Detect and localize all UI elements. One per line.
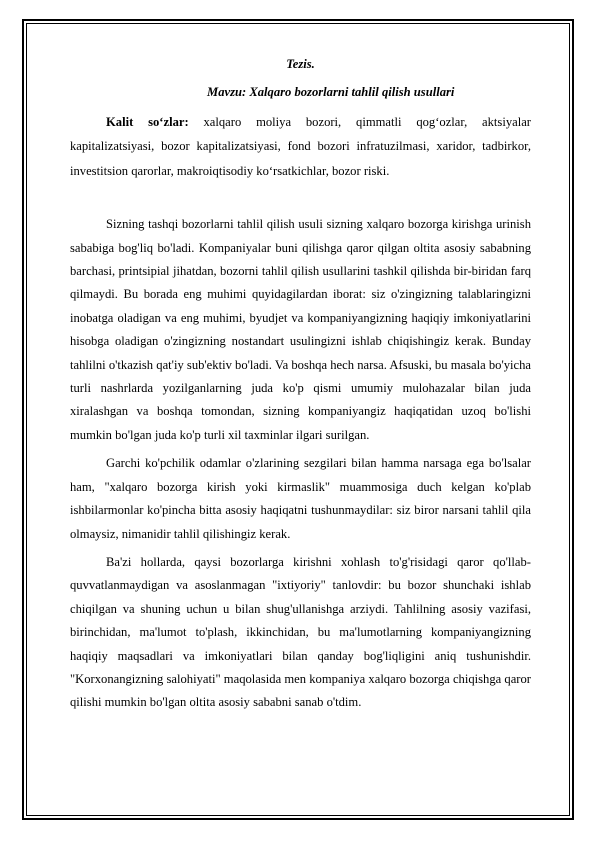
- body-paragraph-1: Sizning tashqi bozorlarni tahlil qilish usuli sizning xalqaro bozorga kirishga urinish sababiga bog'liq bo'ladi. Kompaniyalar buni qilishga qaror qilgan oltita asosiy sababning barchasi, printsipial jihatdan, bozorni tahlil qilish usullarini tashkil qilishda bir-biridan farq qilmaydi. Bu borada eng muhimi quyidagilardan iborat: siz o'zingizning talablaringizni inobatga oladigan va eng muhimi, byudjet va kompaniyangizning haqiqiy imkoniyatlarini hisobga oladigan o'zingizning nostandart usulingizni ishlab chiqishingiz kerak. Bunday tahlilni o'tkazish qat'iy sub'ektiv bo'ladi. Va boshqa hech narsa. Afsuski, bu masala bo'yicha turli nashrlarda yozilganlarning juda ko'p qismi umumiy mulohazalar bilan juda xiralashgan va boshqa tomondan, sizning kompaniyangiz haqiqatidan uzoq bo'lishi mumkin bo'lgan juda ko'p turli xil taxminlar ilgari surilgan.: [70, 217, 531, 442]
- section-spacer: [70, 183, 531, 213]
- keywords-label: Kalit so‘zlar:: [106, 115, 189, 129]
- body-paragraph-2: Garchi ko'pchilik odamlar o'zlarining sezgilari bilan hamma narsaga ega bo'lsalar ham, "xalqaro bozorga kirish yoki kirmaslik" muammosiga duch kelgan ko'plab ishbilarmonlar ko'pincha bitta asosiy haqiqatni tushunmaydilar: siz biror narsani tahlil qila olmaysiz, nimanidir tahlil qilishingiz kerak.: [70, 456, 531, 541]
- document-body: [70, 56, 531, 720]
- keywords-text: xalqaro moliya bozori, qimmatli qog‘ozlar, aktsiyalar kapitalizatsiyasi, bozor kapitalizatsiyasi, fond bozori infratuzilmasi, xaridor, tadbirkor, investitsion qarorlar, makroiqtisodiy ko‘rsatkichlar, bozor riski.: [70, 115, 531, 178]
- keywords-paragraph: [70, 110, 531, 183]
- body-paragraph-3: Ba'zi hollarda, qaysi bozorlarga kirishni xohlash to'g'risidagi qaror qo'llab-quvvatlanmaydigan va asoslanmagan "ixtiyoriy" tanlovdir: bu bozor shunchaki ishlab chiqilgan va shuning uchun u bilan shug'ullanishga arziydi. Tahlilning asosiy vazifasi, birinchidan, ma'lumot to'plash, ikkinchidan, bu ma'lumotlarning kompaniyangizning haqiqiy maqsadlari va imkoniyatlari bilan qanday bog'liqligini aniq tushunishdir. "Korxonangizning salohiyati" maqolasida men kompaniya xalqaro bozorga chiqishga qaror qilishi mumkin bo'lgan oltita asosiy sababni sanab o'tdim.: [70, 554, 531, 710]
- document-topic: Mavzu: Xalqaro bozorlarni tahlil qilish usullari: [207, 85, 455, 99]
- document-title: Tezis.: [286, 57, 315, 71]
